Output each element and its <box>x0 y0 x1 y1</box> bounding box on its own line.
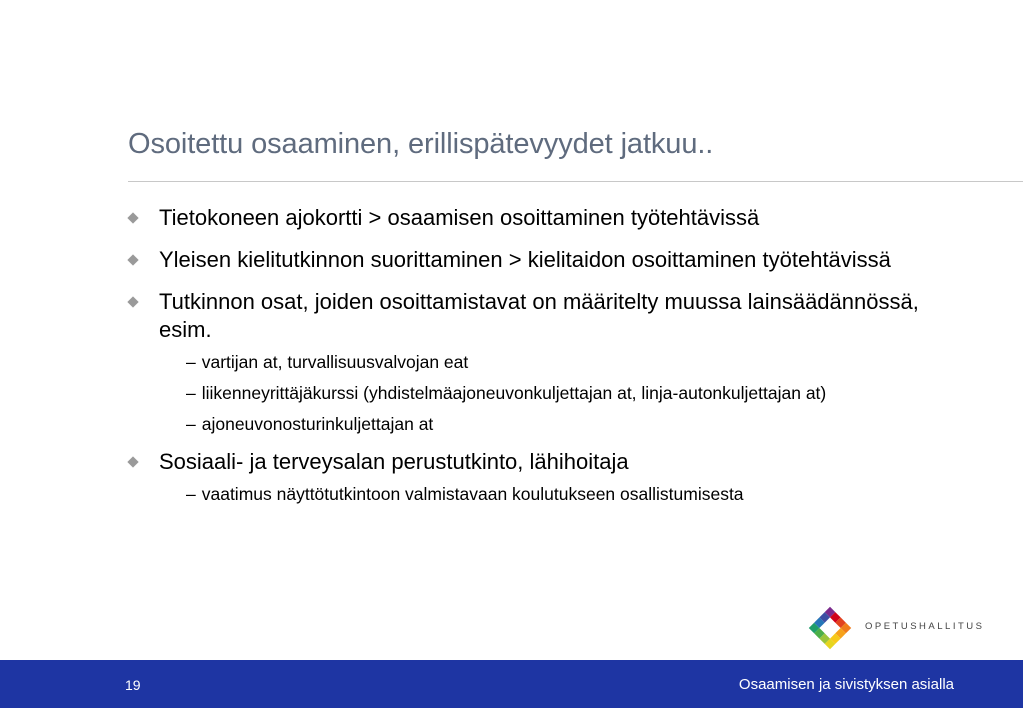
sub-bullet-text: liikenneyrittäjäkurssi (yhdistelmäajoneuvonkuljettajan at, linja-autonkuljettajan at) <box>201 383 827 403</box>
slide-title: Osoitettu osaaminen, erillispätevyydet jatkuu.. <box>128 128 714 160</box>
dash-marker: – <box>186 352 196 372</box>
bullet-text: Sosiaali- ja terveysalan perustutkinto, lähihoitaja <box>159 449 629 474</box>
dash-marker: – <box>186 414 196 434</box>
bullet-item <box>128 448 948 476</box>
diamond-bullet-icon <box>127 456 138 467</box>
diamond-bullet-icon <box>127 254 138 265</box>
sub-bullet-item <box>128 483 948 505</box>
bullet-item <box>128 204 948 232</box>
diamond-bullet-icon <box>127 212 138 223</box>
sub-bullet-text: vaatimus näyttötutkintoon valmistavaan koulutukseen osallistumisesta <box>201 484 744 504</box>
footer-tagline: Osaamisen ja sivistyksen asialla <box>738 676 954 693</box>
title-divider <box>128 181 1023 182</box>
logo-text: OPETUSHALLITUS <box>865 621 985 632</box>
slide-content <box>128 204 948 518</box>
sub-bullet-item <box>128 382 948 404</box>
page-number: 19 <box>125 677 141 693</box>
sub-bullet-text: ajoneuvonosturinkuljettajan at <box>201 414 434 434</box>
sub-bullet-item <box>128 351 948 373</box>
bullet-item <box>128 246 948 274</box>
sub-bullet-text: vartijan at, turvallisuusvalvojan eat <box>201 352 469 372</box>
sub-bullet-item <box>128 413 948 435</box>
dash-marker: – <box>186 383 196 403</box>
bullet-text: Tietokoneen ajokortti > osaamisen osoittaminen työtehtävissä <box>159 205 760 230</box>
bullet-text: Yleisen kielitutkinnon suorittaminen > kielitaidon osoittaminen työtehtävissä <box>159 247 891 272</box>
bullet-text: Tutkinnon osat, joiden osoittamistavat on määritelty muussa lainsäädännössä, esim. <box>159 289 919 342</box>
diamond-bullet-icon <box>127 296 138 307</box>
footer-bar <box>0 660 1023 708</box>
bullet-item <box>128 288 948 344</box>
opetushallitus-logo-icon <box>805 603 855 653</box>
dash-marker: – <box>186 484 196 504</box>
